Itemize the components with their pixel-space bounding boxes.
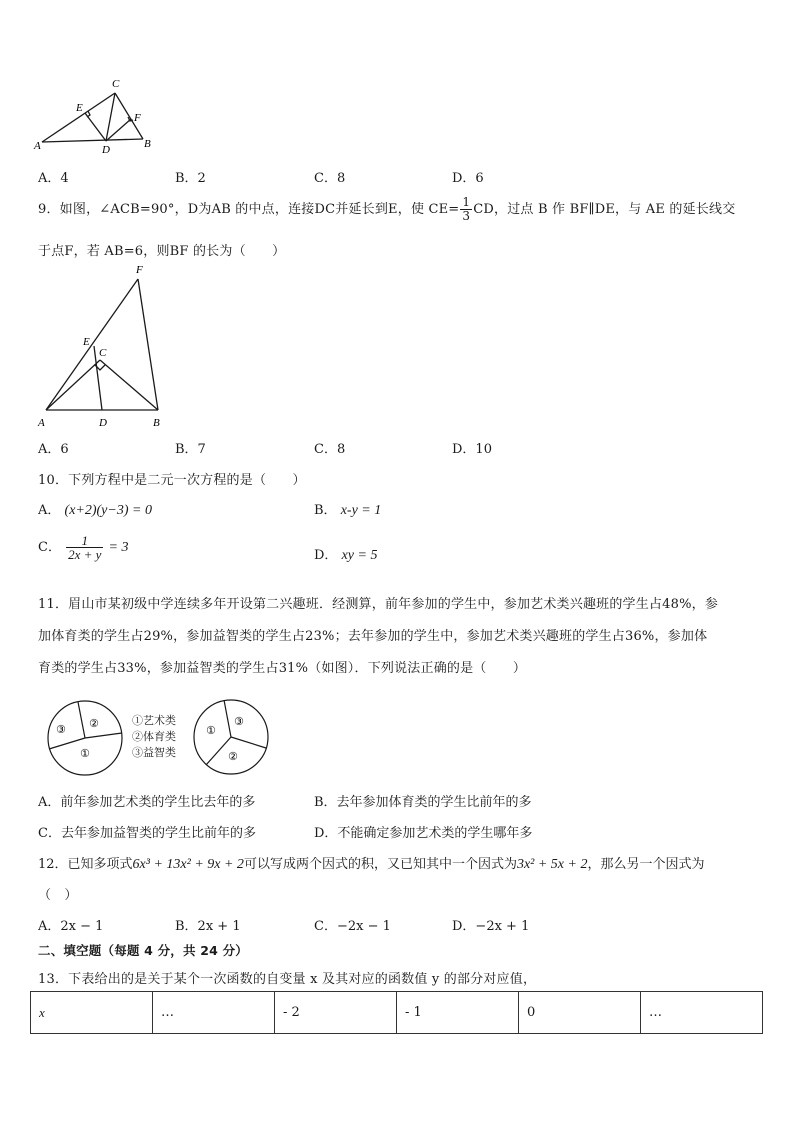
q9-triangle-figure: [34, 260, 179, 432]
q9-stem-pre: 9．如图，∠ACB=90°，D为AB 的中点，连接DC并延长到E，使 CE=: [38, 202, 460, 217]
q11-option-b[interactable]: B．去年参加体育类的学生比前年的多: [314, 795, 532, 810]
q8-segment-ac: [42, 93, 115, 142]
q12-pre: 12．已知多项式: [38, 857, 133, 872]
table-cell: …: [641, 992, 763, 1034]
q8-option-c[interactable]: C．8: [314, 171, 346, 186]
section-2-heading: 二、填空题（每题 4 分，共 24 分）: [38, 943, 249, 958]
q10-stem: 10．下列方程中是二元一次方程的是（ ）: [38, 473, 306, 488]
q10-option-c-rhs: = 3: [108, 540, 129, 555]
q11-option-c[interactable]: C．去年参加益智类的学生比前年的多: [38, 826, 256, 841]
pie1-label-2: ②: [89, 717, 99, 730]
q9-label-a: A: [38, 417, 45, 429]
pie2-label-1: ①: [206, 724, 216, 737]
q9-label-e: E: [83, 336, 90, 348]
q12-factor: 3x² + 5x + 2: [516, 857, 588, 872]
q9-label-f: F: [136, 264, 143, 276]
pie2-label-3: ③: [234, 715, 244, 728]
q8-option-d[interactable]: D．6: [452, 171, 484, 186]
q8-segment-ab: [42, 139, 143, 142]
table-cell: …: [153, 992, 275, 1034]
q13-value-table: [30, 991, 763, 1034]
q10-option-c-label: C．: [38, 540, 61, 555]
q10-option-c-fraction: [66, 534, 103, 561]
q9-fraction: [460, 196, 472, 223]
q9-segment-ac: [46, 360, 100, 410]
q8-label-d: D: [102, 144, 110, 156]
q9-segment-af: [46, 279, 138, 410]
q10-c-num: 1: [66, 534, 103, 548]
q8-triangle-figure: [30, 76, 160, 156]
q9-label-b: B: [153, 417, 160, 429]
q8-segment-de: [85, 113, 106, 141]
q12-option-b[interactable]: B．2x + 1: [175, 919, 241, 934]
q11-pie-previous-year: [44, 699, 128, 779]
pie1-label-3: ③: [56, 723, 66, 736]
legend-puzzle: ③益智类: [132, 746, 176, 759]
q9-segment-cb: [100, 360, 158, 410]
q11-stem-line2: 加体育类的学生占29%，参加益智类的学生占23%；去年参加的学生中，参加艺术类兴趣班的学生占36%，参加体: [38, 629, 708, 644]
q10-option-d-expr: xy = 5: [341, 548, 378, 563]
q10-option-a[interactable]: [38, 499, 152, 519]
q9-stem-line1: [38, 196, 735, 223]
q9-option-b[interactable]: B．7: [175, 442, 206, 457]
q12-post: ，那么另一个因式为: [587, 857, 705, 872]
q10-option-a-label: A．: [38, 503, 61, 518]
q9-label-d: D: [99, 417, 107, 429]
legend-art: ①艺术类: [132, 714, 176, 727]
q9-frac-den: 3: [462, 209, 471, 223]
q12-option-a[interactable]: A．2x − 1: [38, 919, 104, 934]
q8-label-b: B: [144, 138, 151, 150]
q8-label-a: A: [34, 140, 41, 152]
q11-stem-line3: 育类的学生占33%，参加益智类的学生占31%（如图）．下列说法正确的是（ ）: [38, 661, 527, 676]
legend-sports: ②体育类: [132, 730, 176, 743]
q12-polynomial: 6x³ + 13x² + 9x + 2: [132, 857, 244, 872]
q9-label-c: C: [99, 347, 107, 359]
table-cell-x-header: x: [31, 992, 153, 1034]
pie2-label-2: ②: [228, 750, 238, 763]
q9-stem-post: CD，过点 B 作 BF∥DE，与 AE 的延长线交: [473, 202, 736, 217]
q8-label-c: C: [112, 78, 120, 90]
q13-stem: 13．下表给出的是关于某个一次函数的自变量 x 及其对应的函数值 y 的部分对应值，: [38, 972, 537, 987]
q11-stem-line1: 11．眉山市某初级中学连续多年开设第二兴趣班．经测算，前年参加的学生中，参加艺术类兴趣班的学生占48%，参: [38, 597, 719, 612]
pie1-label-1: ①: [80, 747, 90, 760]
q11-option-a[interactable]: A．前年参加艺术类的学生比去年的多: [38, 795, 256, 810]
q10-c-den: 2x + y: [68, 547, 102, 562]
q11-option-d[interactable]: D．不能确定参加艺术类的学生哪年多: [314, 826, 533, 841]
q9-frac-num: 1: [462, 195, 471, 209]
q8-label-e: E: [76, 102, 83, 114]
q10-option-d-label: D．: [314, 548, 338, 563]
q12-stem-line1: [38, 853, 705, 873]
q12-option-c[interactable]: C．−2x − 1: [314, 919, 391, 934]
q10-option-c[interactable]: [38, 534, 129, 561]
q10-option-d[interactable]: [314, 544, 377, 564]
q9-stem-line2: 于点F，若 AB=6，则BF 的长为（ ）: [38, 244, 286, 259]
table-cell: - 1: [397, 992, 519, 1034]
q9-option-a[interactable]: A．6: [38, 442, 69, 457]
q8-option-b[interactable]: B．2: [175, 171, 206, 186]
q12-option-d[interactable]: D．−2x + 1: [452, 919, 530, 934]
q10-option-a-expr: (x+2)(y−3) = 0: [64, 503, 152, 518]
q10-option-b-label: B．: [314, 503, 337, 518]
q11-pie-last-year: [192, 698, 272, 778]
q11-legend: [132, 713, 176, 761]
q10-option-b[interactable]: [314, 499, 381, 519]
q12-mid: 可以写成两个因式的积，又已知其中一个因式为: [243, 857, 517, 872]
q8-option-a[interactable]: A．4: [38, 171, 69, 186]
table-cell: 0: [519, 992, 641, 1034]
q8-label-f: F: [134, 112, 141, 124]
q9-option-c[interactable]: C．8: [314, 442, 346, 457]
q12-stem-line2: （ ）: [38, 888, 78, 903]
q10-option-b-expr: x-y = 1: [340, 503, 382, 518]
table-row: [31, 992, 763, 1034]
table-cell: - 2: [275, 992, 397, 1034]
q9-segment-fb: [138, 279, 158, 410]
q9-option-d[interactable]: D．10: [452, 442, 492, 457]
